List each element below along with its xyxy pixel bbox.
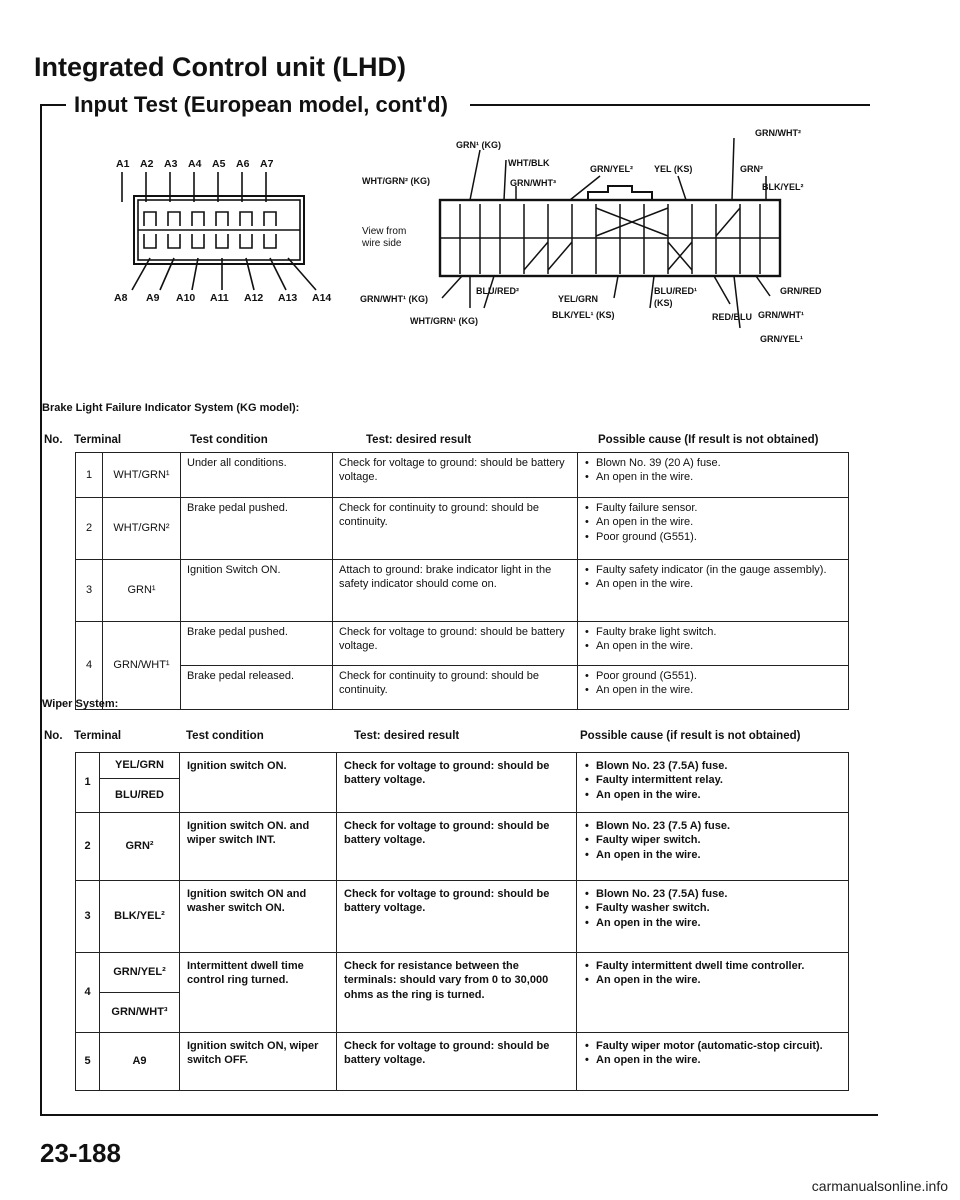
wire-label: (KS): [654, 298, 673, 308]
table-row: [76, 953, 849, 993]
cause-cell: [577, 813, 849, 881]
connector-diagram-left: [110, 150, 350, 310]
cause-item: • Faulty intermittent relay.: [584, 773, 841, 787]
wire-label: BLK/YEL¹ (KS): [552, 310, 615, 320]
cause-item: • Blown No. 23 (7.5A) fuse.: [584, 759, 841, 773]
row-number: 2: [76, 813, 100, 881]
cause-cell: [577, 881, 849, 953]
pin-label-a1: A1: [116, 158, 130, 170]
terminal-cell: GRN/WHT³: [100, 993, 180, 1033]
wire-label: WHT/GRN² (KG): [362, 176, 430, 186]
cause-cell: [577, 953, 849, 1033]
result-cell: Check for voltage to ground: should be battery voltage.: [337, 813, 577, 881]
table-row: [76, 1033, 849, 1091]
pin-label-a5: A5: [212, 158, 226, 170]
wiper-section-title: Wiper System:: [42, 698, 119, 710]
wiper-test-table: [75, 752, 849, 1091]
col-header-possible-cause: Possible cause (if result is not obtained): [580, 730, 801, 742]
pin-label-a11: A11: [210, 292, 229, 304]
terminal-cell: WHT/GRN¹: [103, 453, 181, 498]
result-cell: Attach to ground: brake indicator light in the safety indicator should come on.: [333, 560, 578, 622]
title-bracket-horizontal: [40, 104, 66, 106]
cause-item: • An open in the wire.: [584, 470, 842, 484]
cause-item: • Poor ground (G551).: [584, 530, 842, 544]
wire-label: GRN/WHT¹: [758, 310, 804, 320]
cause-item: • An open in the wire.: [584, 683, 842, 697]
row-number: 1: [76, 453, 103, 498]
page-title: Integrated Control unit (LHD): [34, 52, 406, 82]
cause-item: • An open in the wire.: [584, 788, 841, 802]
col-header-test-condition: Test condition: [190, 434, 268, 446]
pin-label-a6: A6: [236, 158, 250, 170]
cause-item: • An open in the wire.: [584, 973, 841, 987]
view-note: wire side: [362, 238, 402, 249]
connector-diagram-right: [360, 128, 850, 348]
col-header-test-condition: Test condition: [186, 730, 264, 742]
page-number: 23-188: [40, 1138, 121, 1168]
cause-item: • Poor ground (G551).: [584, 669, 842, 683]
cause-cell: [578, 560, 849, 622]
pin-label-a10: A10: [176, 292, 196, 304]
result-cell: Check for voltage to ground: should be battery voltage.: [333, 453, 578, 498]
terminal-cell: YEL/GRN: [100, 753, 180, 779]
wire-label: BLK/YEL²: [762, 182, 804, 192]
pin-label-a12: A12: [244, 292, 264, 304]
wire-label: WHT/BLK: [508, 158, 550, 168]
cause-item: • Blown No. 39 (20 A) fuse.: [584, 456, 842, 470]
result-cell: Check for resistance between the terminals: should vary from 0 to 30,000 ohms as the ring is turned.: [337, 953, 577, 1033]
table-row: [76, 666, 849, 710]
table-row: [76, 453, 849, 498]
cause-item: • An open in the wire.: [584, 515, 842, 529]
result-cell: Check for voltage to ground: should be battery voltage.: [333, 622, 578, 666]
cause-item: • Faulty intermittent dwell time controller.: [584, 959, 841, 973]
condition-cell: Under all conditions.: [181, 453, 333, 498]
col-header-terminal: Terminal: [74, 434, 122, 446]
cause-item: • An open in the wire.: [584, 639, 842, 653]
row-number: 4: [76, 622, 103, 710]
cause-cell: [578, 666, 849, 710]
row-number: 1: [76, 753, 100, 813]
wire-label: GRN/WHT²: [755, 128, 801, 138]
table-row: [76, 753, 849, 779]
condition-cell: Ignition switch ON.: [180, 753, 337, 813]
watermark: carmanualsonline.info: [811, 1178, 948, 1194]
col-header-desired-result: Test: desired result: [354, 730, 460, 742]
terminal-cell: A9: [100, 1033, 180, 1091]
pin-label-a4: A4: [188, 158, 202, 170]
wire-label: GRN/YEL²: [590, 164, 634, 174]
cause-item: • An open in the wire.: [584, 1053, 841, 1067]
cause-item: • An open in the wire.: [584, 848, 841, 862]
col-header-no: No.: [44, 730, 63, 742]
wire-label: WHT/GRN¹ (KG): [410, 316, 478, 326]
condition-cell: Brake pedal pushed.: [181, 622, 333, 666]
terminal-cell: GRN²: [100, 813, 180, 881]
wire-label: YEL/GRN: [558, 294, 599, 304]
terminal-cell: BLU/RED: [100, 779, 180, 813]
table-row: [76, 560, 849, 622]
row-number: 3: [76, 881, 100, 953]
table-row: [76, 622, 849, 666]
result-cell: Check for voltage to ground: should be battery voltage.: [337, 753, 577, 813]
row-number: 2: [76, 498, 103, 560]
wire-label: GRN/WHT¹ (KG): [360, 294, 428, 304]
pin-label-a2: A2: [140, 158, 154, 170]
wire-label: BLU/RED²: [476, 286, 519, 296]
cause-item: • Blown No. 23 (7.5A) fuse.: [584, 887, 841, 901]
brake-section-title: Brake Light Failure Indicator System (KG model):: [42, 402, 300, 414]
condition-cell: Brake pedal pushed.: [181, 498, 333, 560]
cause-cell: [578, 498, 849, 560]
wire-label: GRN/WHT³: [510, 178, 556, 188]
wire-label: RED/BLU: [712, 312, 752, 322]
connector-face-left: [110, 172, 350, 292]
col-header-desired-result: Test: desired result: [366, 434, 472, 446]
result-cell: Check for voltage to ground: should be battery voltage.: [337, 881, 577, 953]
terminal-cell: GRN¹: [103, 560, 181, 622]
cause-item: • An open in the wire.: [584, 577, 842, 591]
table-row: [76, 498, 849, 560]
pin-label-a14: A14: [312, 292, 332, 304]
table-row: [76, 881, 849, 953]
condition-cell: Ignition switch ON and washer switch ON.: [180, 881, 337, 953]
result-cell: Check for continuity to ground: should be continuity.: [333, 498, 578, 560]
wire-label: GRN²: [740, 164, 763, 174]
cause-item: • Faulty safety indicator (in the gauge assembly).: [584, 563, 842, 577]
pin-label-a3: A3: [164, 158, 178, 170]
col-header-no: No.: [44, 434, 63, 446]
cause-item: • Faulty washer switch.: [584, 901, 841, 915]
condition-cell: Intermittent dwell time control ring turned.: [180, 953, 337, 1033]
wire-label: GRN/YEL¹: [760, 334, 804, 344]
subtitle-rule: [470, 104, 870, 106]
row-number: 4: [76, 953, 100, 1033]
terminal-cell: GRN/WHT¹: [103, 622, 181, 710]
terminal-cell: GRN/YEL²: [100, 953, 180, 993]
condition-cell: Ignition switch ON. and wiper switch INT.: [180, 813, 337, 881]
brake-test-table: [75, 452, 849, 710]
terminal-cell: WHT/GRN²: [103, 498, 181, 560]
cause-item: • Blown No. 23 (7.5 A) fuse.: [584, 819, 841, 833]
result-cell: Check for voltage to ground: should be battery voltage.: [337, 1033, 577, 1091]
col-header-terminal: Terminal: [74, 730, 122, 742]
col-header-possible-cause: Possible cause (If result is not obtained): [598, 434, 819, 446]
cause-item: • An open in the wire.: [584, 916, 841, 930]
row-number: 3: [76, 560, 103, 622]
title-bracket-vertical: [40, 104, 42, 1116]
cause-cell: [578, 453, 849, 498]
wire-label: GRN¹ (KG): [456, 140, 501, 150]
pin-label-a13: A13: [278, 292, 298, 304]
wire-label: BLU/RED¹: [654, 286, 697, 296]
cause-item: • Faulty wiper motor (automatic-stop circuit).: [584, 1039, 841, 1053]
row-number: 5: [76, 1033, 100, 1091]
cause-item: • Faulty failure sensor.: [584, 501, 842, 515]
condition-cell: Ignition switch ON, wiper switch OFF.: [180, 1033, 337, 1091]
terminal-cell: BLK/YEL²: [100, 881, 180, 953]
pin-label-a7: A7: [260, 158, 274, 170]
cause-cell: [577, 1033, 849, 1091]
result-cell: Check for continuity to ground: should be continuity.: [333, 666, 578, 710]
cause-cell: [578, 622, 849, 666]
view-note: View from: [362, 226, 407, 237]
wire-label: GRN/RED: [780, 286, 822, 296]
pin-label-a9: A9: [146, 292, 160, 304]
pin-label-a8: A8: [114, 292, 128, 304]
table-row: [76, 813, 849, 881]
wire-label: YEL (KS): [654, 164, 693, 174]
cause-cell: [577, 753, 849, 813]
page-subtitle: Input Test (European model, cont'd): [74, 92, 448, 117]
condition-cell: Ignition Switch ON.: [181, 560, 333, 622]
cause-item: • Faulty wiper switch.: [584, 833, 841, 847]
condition-cell: Brake pedal released.: [181, 666, 333, 710]
cause-item: • Faulty brake light switch.: [584, 625, 842, 639]
footer-rule: [40, 1114, 878, 1116]
